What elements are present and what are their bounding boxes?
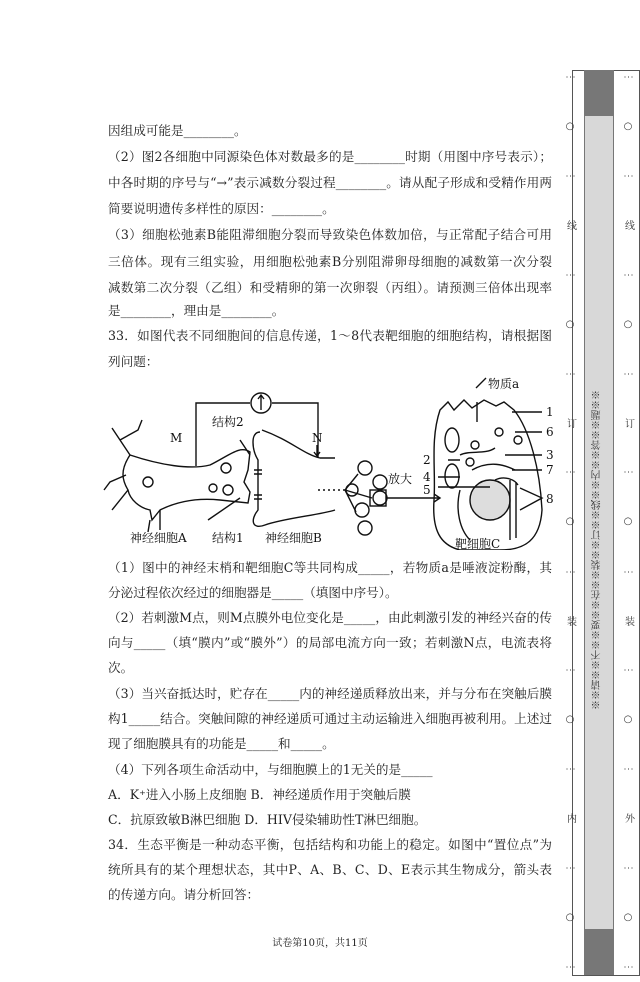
option-line: C．抗原致敏B淋巴细胞 D．HIV侵染辅助性T淋巴细胞。: [108, 812, 427, 827]
label-4: 4: [423, 470, 431, 484]
text-line: 三倍体。现有三组实验，用细胞松弛素B分别阻滞卵母细胞的减数第一次分裂: [108, 254, 552, 269]
text-line: （3）当兴奋抵达时，贮存在_____内的神经递质释放出来，并与分布在突触后膜: [108, 686, 552, 701]
label-7: 7: [546, 463, 554, 477]
notice-text: ※※请※※不※※要※※在※※装※※订※※线※※内※※答※※题※※: [592, 390, 603, 710]
label-6: 6: [546, 425, 554, 439]
text-line: 统所具有的某个理想状态，其中P、A、B、C、D、E表示其生物成分，箭头表: [108, 862, 552, 877]
text-line: 构1_____结合。突触间隙的神经递质可通过主动运输进入细胞再被利用。上述过: [108, 711, 552, 726]
label-neuron-b: 神经细胞B: [265, 531, 322, 545]
text-line: 现了细胞膜具有的功能是_____和_____。: [108, 736, 335, 751]
label-neuron-a: 神经细胞A: [130, 531, 187, 545]
binding-margin-border: [572, 975, 640, 976]
page-footer: 试卷第10页，共11页: [272, 938, 368, 949]
question-33-stem: 33．如图代表不同细胞间的信息传递，1～8代表靶细胞的细胞结构，请根据图: [108, 328, 552, 343]
label-3: 3: [546, 448, 554, 462]
label-5: 5: [423, 483, 431, 497]
label-structure-1: 结构1: [212, 531, 244, 545]
text-line: 的传递方向。请分析回答：: [108, 887, 260, 902]
text-line: 减数第二次分裂（乙组）和受精卵的第一次卵裂（丙组）。请预测三倍体出现率: [108, 280, 552, 295]
label-m: M: [170, 431, 183, 445]
strip-end-block: [585, 70, 613, 116]
text-line: （2）若刺激M点，则M点膜外电位变化是_____，由此刺激引发的神经兴奋的传: [108, 610, 552, 625]
label-2: 2: [423, 453, 431, 467]
option-line: A．K⁺进入小肠上皮细胞 B．神经递质作用于突触后膜: [108, 787, 411, 802]
text-line: （3）细胞松弛素B能阻滞细胞分裂而导致染色体数加倍，与正常配子结合可用: [108, 227, 552, 242]
neuron-target-cell-figure: [100, 370, 560, 550]
text-line: 列问题：: [108, 354, 159, 369]
text-line: 中各时期的序号与“→”表示减数分裂过程________。请从配子形成和受精作用两: [108, 175, 552, 190]
text-line: 因组成可能是________。: [108, 123, 247, 138]
label-target-cell: 靶细胞C: [455, 537, 501, 550]
outer-binding-line: ⋮ ○ ⋮ 线 ⋮ ○ ⋮ 订 ⋮ ○ ⋮ 装 ⋮ ○ ⋮ 外 ⋮ ○ ⋮: [622, 72, 634, 972]
text-line: 向与_____（填“膜内”或“膜外”）的局部电流方向一致；若刺激N点，电流表将: [108, 635, 552, 650]
text-line: 次。: [108, 660, 134, 675]
question-34-stem: 34．生态平衡是一种动态平衡，包括结构和功能上的稳定。如图中“置位点”为: [108, 837, 552, 852]
text-line: （1）图中的神经末梢和靶细胞C等共同构成_____，若物质a是唾液淀粉酶，其: [108, 560, 552, 575]
text-line: 分泌过程依次经过的细胞器是_____（填图中序号）。: [108, 585, 398, 600]
text-line: （4）下列各项生命活动中，与细胞膜上的1无关的是_____: [108, 762, 433, 777]
text-line: 是________，理由是________。: [108, 303, 285, 318]
inner-binding-line: ⋮ ○ ⋮ 线 ⋮ ○ ⋮ 订 ⋮ ○ ⋮ 装 ⋮ ○ ⋮ 内 ⋮ ○ ⋮: [564, 72, 576, 972]
label-structure-2: 结构2: [212, 415, 244, 429]
label-magnify: 放大: [388, 472, 413, 486]
text-line: （2）图2各细胞中同源染色体对数最多的是________时期（用图中序号表示）；: [108, 149, 552, 164]
label-substance-a: 物质a: [488, 377, 520, 391]
label-1: 1: [546, 405, 554, 419]
label-n: N: [312, 431, 323, 445]
label-8: 8: [546, 492, 554, 506]
text-line: 简要说明遗传多样性的原因：________。: [108, 201, 335, 216]
